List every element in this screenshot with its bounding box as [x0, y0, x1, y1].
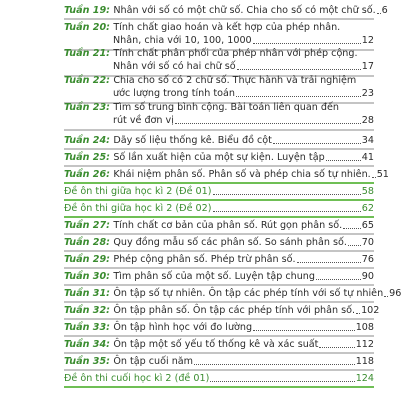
page-number: 51: [376, 169, 389, 180]
dot-leader: [316, 279, 361, 280]
page-number: 41: [361, 152, 374, 163]
week-label: Tuần 34:: [64, 339, 114, 350]
page-number: 23: [361, 88, 374, 99]
dot-leader: [213, 194, 361, 195]
entry-title: Đề ôn thi giữa học kì 2 (Đề 01): [64, 186, 212, 197]
toc-line: [64, 151, 374, 164]
toc-line: [64, 219, 374, 232]
row-divider: [64, 148, 374, 150]
page-number: 65: [361, 220, 374, 231]
page-number: 90: [361, 271, 374, 282]
toc-line: [64, 47, 374, 60]
dot-leader: [348, 245, 361, 246]
entry-title: Phép cộng phân số. Phép trừ phân số.: [113, 254, 296, 265]
dot-leader: [210, 381, 354, 382]
week-label: Tuần 23:: [64, 102, 114, 113]
toc-line: [64, 168, 389, 181]
dot-leader: [319, 347, 354, 348]
toc-line: [64, 202, 374, 215]
toc-line: [64, 185, 374, 198]
toc-line: [64, 304, 380, 317]
toc-line: [64, 134, 374, 147]
week-label: Tuần 33:: [64, 322, 114, 333]
dot-leader: [384, 296, 388, 297]
page-number: 102: [361, 305, 380, 316]
row-divider: [64, 182, 374, 184]
entry-title: Nhân với số có một chữ số. Chia cho số có một chữ số.: [113, 5, 376, 16]
toc-line: [64, 101, 374, 114]
page-number: 108: [355, 322, 374, 333]
page-number: 70: [361, 237, 374, 248]
week-label: Tuần 26:: [64, 169, 114, 180]
row-divider: [64, 199, 374, 201]
dot-leader: [372, 177, 376, 178]
week-label: Tuần 32:: [64, 305, 114, 316]
week-label: Tuần 22:: [64, 75, 114, 86]
toc-line-continued: [64, 60, 374, 73]
entry-title-continued: rút về đơn vị: [113, 115, 174, 126]
toc-line: [64, 372, 374, 385]
week-label: Tuần 24:: [64, 135, 114, 146]
entry-title: Đề ôn thi giữa học kì 2 (Đề 02): [64, 203, 212, 214]
entry-title: Tính chất giao hoán và kết hợp của phép nhân.: [113, 22, 341, 33]
toc-line: [64, 74, 374, 87]
entry-title: Khái niệm phân số. Phân số và phép chia số tự nhiên.: [113, 169, 371, 180]
row-divider: [64, 335, 374, 337]
toc-line: [64, 270, 374, 283]
page-number: 58: [361, 186, 374, 197]
entry-title: Chia cho số có 2 chữ số. Thực hành và trải nghiệm: [113, 75, 357, 86]
page-number: 124: [355, 373, 374, 384]
toc-line: [64, 355, 374, 368]
week-label: Tuần 29:: [64, 254, 114, 265]
entry-title-continued: Nhân, chia với 10, 100, 1000: [113, 35, 252, 46]
row-divider: [64, 352, 374, 354]
week-label: Tuần 35:: [64, 356, 114, 367]
entry-title: Tìm phân số của một số. Luyện tập chung: [113, 271, 315, 282]
dot-leader: [273, 143, 361, 144]
dot-leader: [343, 228, 361, 229]
week-label: Tuần 30:: [64, 271, 114, 282]
row-divider: [64, 318, 374, 320]
toc-line: [64, 338, 374, 351]
dot-leader: [194, 364, 355, 365]
row-divider: [64, 18, 374, 20]
entry-title: Ôn tập phân số. Ôn tập các phép tính với phân số.: [113, 305, 356, 316]
entry-title: Quy đồng mẫu số các phân số. So sánh phân số.: [113, 237, 347, 248]
entry-title: Ôn tập hình học với đo lường: [113, 322, 253, 333]
toc-line: [64, 21, 374, 34]
week-label: Tuần 19:: [64, 5, 114, 16]
week-label: Tuần 21:: [64, 48, 114, 59]
toc-line: [64, 236, 374, 249]
dot-leader: [326, 160, 361, 161]
week-label: Tuần 28:: [64, 237, 114, 248]
page-number: 34: [361, 135, 374, 146]
row-divider: [64, 129, 374, 131]
dot-leader: [253, 330, 355, 331]
page-number: 6: [381, 5, 388, 16]
dot-leader: [356, 313, 360, 314]
page-number: 28: [361, 115, 374, 126]
week-label: Tuần 25:: [64, 152, 114, 163]
page-number: 17: [361, 61, 374, 72]
entry-title: Tính chất phân phối của phép nhân với phép cộng.: [113, 48, 358, 59]
entry-title-continued: ước lượng trong tính toán: [113, 88, 235, 99]
week-label: Tuần 27:: [64, 220, 114, 231]
entry-title: Ôn tập cuối năm: [113, 356, 194, 367]
page-number: 62: [361, 203, 374, 214]
dot-leader: [213, 211, 361, 212]
page-number: 112: [355, 339, 374, 350]
toc-line-continued: [64, 114, 374, 127]
row-divider: [64, 301, 374, 303]
dot-leader: [377, 13, 381, 14]
dot-leader: [253, 43, 361, 44]
toc-line: [64, 4, 388, 17]
page-number: 12: [361, 35, 374, 46]
row-divider: [64, 233, 374, 235]
entry-title: Ôn tập một số yếu tố thống kê và xác suất: [113, 339, 319, 350]
row-divider: [64, 165, 374, 167]
entry-title: Tìm số trung bình cộng. Bài toán liên quan đến: [113, 102, 339, 113]
dot-leader: [297, 262, 361, 263]
entry-title: Đề ôn thi cuối học kì 2 (đề 01): [64, 373, 210, 384]
page-number: 96: [389, 288, 401, 299]
toc-line-continued: [64, 87, 374, 100]
entry-title: Tính chất cơ bản của phân số. Rút gọn phân số.: [113, 220, 343, 231]
dot-leader: [236, 96, 361, 97]
row-divider: [64, 267, 374, 269]
row-divider: [64, 216, 374, 218]
dot-leader: [175, 123, 361, 124]
entry-title-continued: Nhân với số có hai chữ số: [113, 61, 236, 72]
entry-title: Dãy số liệu thống kê. Biểu đồ cột: [113, 135, 272, 146]
row-divider: [64, 250, 374, 252]
row-divider: [64, 369, 374, 371]
week-label: Tuần 20:: [64, 22, 114, 33]
toc-line: [64, 253, 374, 266]
week-label: Tuần 31:: [64, 288, 114, 299]
entry-title: Số lần xuất hiện của một sự kiện. Luyện tập: [113, 152, 325, 163]
toc-line: [64, 321, 374, 334]
page-number: 118: [355, 356, 374, 367]
row-divider: [64, 386, 374, 388]
row-divider: [64, 284, 374, 286]
entry-title: Ôn tập số tự nhiên. Ôn tập các phép tính với số tự nhiên: [113, 288, 384, 299]
dot-leader: [237, 69, 361, 70]
toc-line-continued: [64, 34, 374, 47]
page-number: 76: [361, 254, 374, 265]
toc-line: [64, 287, 401, 300]
